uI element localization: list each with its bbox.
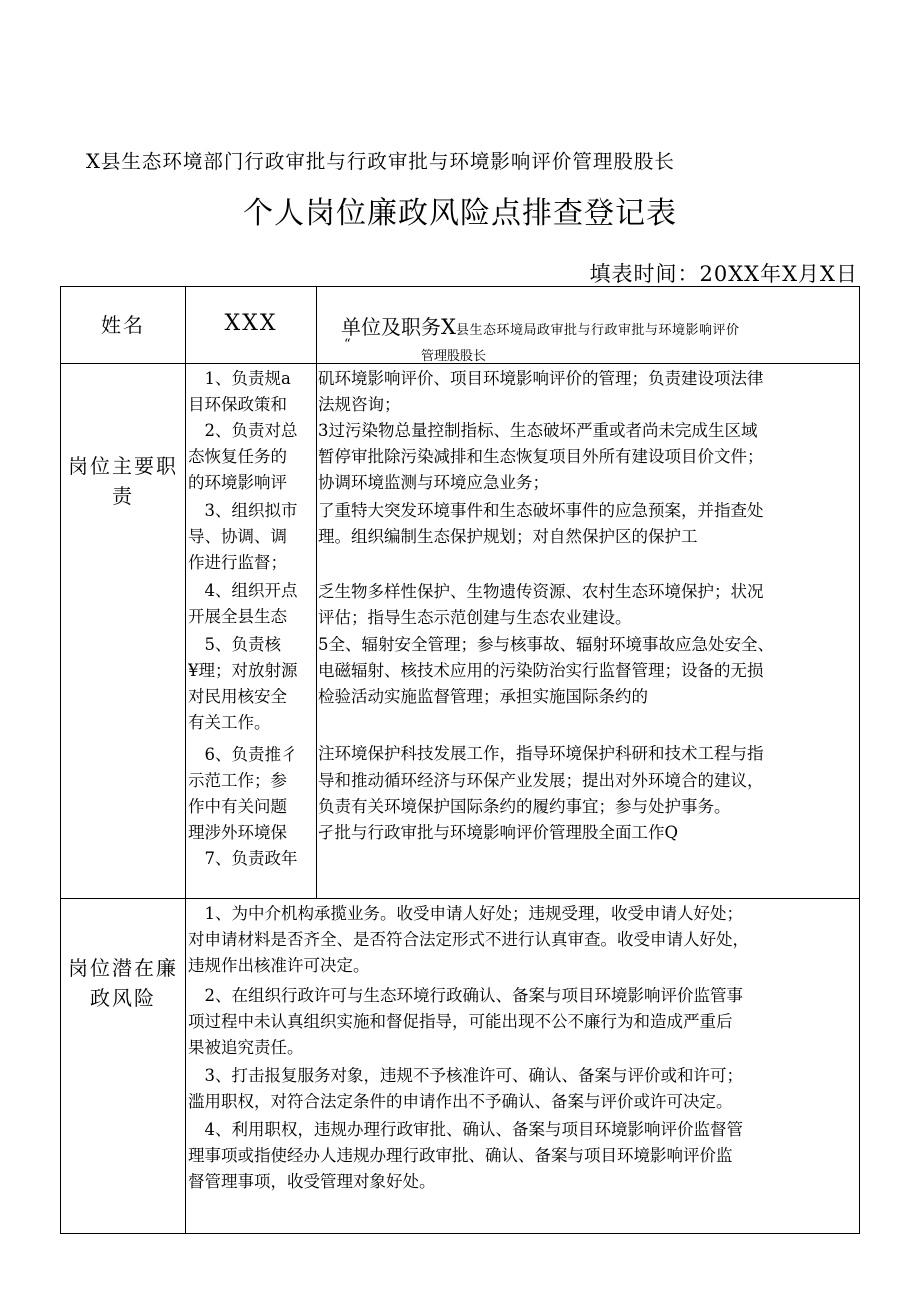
duties-split-divider — [316, 363, 317, 898]
unit-value-line2: 管理股股长 — [421, 349, 487, 364]
text-line: 乏生物多样性保护、生物遗传资源、农村生态环境保护；状况 — [318, 582, 764, 601]
text-line: 态恢复任务的 — [188, 447, 287, 466]
text-line: 理事项或指使经办人违规办理行政审批、确认、备案与项目环境影响评价监 — [188, 1146, 733, 1165]
text-line: 作中有关问题 — [188, 797, 287, 816]
label-column-divider — [185, 287, 186, 1233]
text-line: 矶环境影响评价、项目环境影响评价的管理；负责建设项法律 — [318, 369, 764, 388]
unit-position — [341, 311, 739, 340]
text-line: 5、负责核 — [188, 635, 281, 654]
document-subtitle: X县生态环境部门行政审批与行政审批与环境影响评价管理股股长 — [86, 150, 675, 173]
text-line: 示范工作；参 — [188, 771, 287, 790]
row-divider-2 — [61, 898, 859, 899]
text-line: 暂停审批除污染减排和生态恢复项目外所有建设项目价文件； — [318, 447, 764, 466]
risks-label: 岗位潜在廉 政风险 — [68, 956, 178, 1010]
text-line: 评估；指导生态示范创建与生态农业建设。 — [318, 608, 632, 627]
text-line: 理。组织编制生态保护规划；对自然保护区的保护工 — [318, 527, 698, 546]
text-line: 对申请材料是否齐全、是否符合法定形式不进行认真审查。收受申请人好处， — [188, 930, 749, 949]
document-title: 个人岗位廉政风险点排查登记表 — [243, 196, 677, 231]
text-line: 4、利用职权，违规办理行政审批、确认、备案与项目环境影响评价监督管 — [188, 1120, 743, 1139]
text-line: 检验活动实施监督管理；承担实施国际条约的 — [318, 687, 648, 706]
text-line: 对民用核安全 — [188, 687, 287, 706]
text-line: 目环保政策和 — [188, 395, 287, 414]
name-label: 姓名 — [101, 313, 145, 337]
name-value-divider — [316, 287, 317, 363]
text-line: 的环境影响评 — [188, 473, 287, 492]
text-line: 果被追究责任。 — [188, 1038, 304, 1057]
text-line: 导、协调、调 — [188, 527, 287, 546]
text-line: 孑批与行政审批与环境影响评价管理股全面工作Q — [318, 823, 679, 842]
unit-quote-mark: “ — [344, 337, 351, 352]
text-line: 滥用职权，对符合法定条件的申请作出不予确认、备案与评价或许可决定。 — [188, 1092, 733, 1111]
text-line: 7、负责政年 — [188, 849, 298, 868]
text-line: 2、在组织行政许可与生态环境行政确认、备案与项目环境影响评价监管事 — [188, 986, 743, 1005]
text-line: 1、为中介机构承揽业务。收受申请人好处；违规受理，收受申请人好处； — [188, 904, 743, 923]
text-line: 了重特大突发环境事件和生态破坏事件的应急预案，并指查处 — [318, 501, 764, 520]
text-line: 督管理事项，收受管理对象好处。 — [188, 1172, 436, 1191]
registration-table — [60, 286, 860, 1234]
text-line: 导和推动循环经济与环保产业发展；提出对外环境合的建议， — [318, 771, 764, 790]
text-line: 3、组织拟市 — [188, 501, 298, 520]
text-line: 作进行监督； — [188, 553, 287, 572]
text-line: 法规咨询； — [318, 395, 401, 414]
text-line: 3、打击报复服务对象，违规不予核准许可、确认、备案与评价或和许可； — [188, 1066, 743, 1085]
text-line: 负责有关环境保护国际条约的履约事宜；参与处护事务。 — [318, 797, 731, 816]
text-line: 开展全县生态 — [188, 607, 287, 626]
text-line: 项过程中未认真组织实施和督促指导，可能出现不公不廉行为和造成严重后 — [188, 1012, 733, 1031]
text-line: 4、组织开点 — [188, 581, 298, 600]
text-line: 违规作出核准许可决定。 — [188, 956, 370, 975]
duties-label: 岗位主要职 责 — [68, 454, 178, 508]
text-line: 6、负责推彳 — [188, 745, 298, 764]
unit-label: 单位及职务 — [341, 315, 441, 339]
text-line: 2、负责对总 — [188, 421, 298, 440]
unit-prefix: X — [441, 315, 456, 339]
name-value: XXX — [224, 311, 278, 336]
text-line: 有关工作。 — [188, 713, 271, 732]
text-line: 注环境保护科技发展工作，指导环境保护科研和技术工程与指 — [318, 744, 764, 763]
duties-left-column — [188, 366, 316, 898]
text-line: 协调环境监测与环境应急业务； — [318, 473, 549, 492]
text-line: 5全、辐射安全管理；参与核事故、辐射环境事故应急处安全、 — [318, 635, 774, 654]
unit-value-line1: 县生态环境局政审批与行政审批与环境影响评价 — [455, 323, 740, 338]
text-line: 3过污染物总量控制指标、生态破坏严重或者尚未完成生区域 — [318, 421, 758, 440]
fill-date: 填表时间：20XX年X月X日 — [589, 262, 858, 286]
text-line: 电磁辐射、核技术应用的污染防治实行监督管理；设备的无损 — [318, 661, 764, 680]
text-line: 理涉外环境保 — [188, 823, 287, 842]
text-line: ¥理；对放射源 — [188, 661, 298, 680]
text-line: 1、负责规a — [188, 369, 291, 388]
